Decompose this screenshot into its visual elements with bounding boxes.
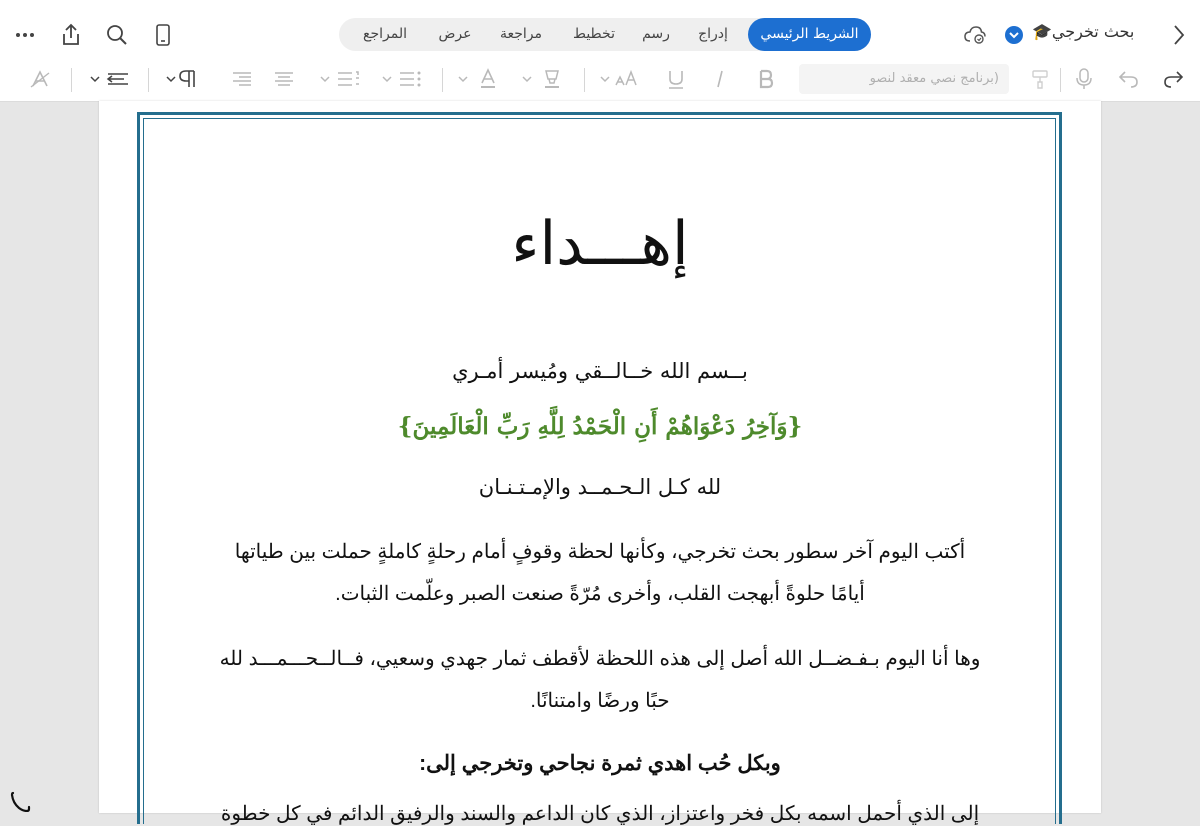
top-toolbar <box>0 0 1200 101</box>
share-icon[interactable] <box>58 22 84 48</box>
align-right-icon[interactable] <box>228 62 256 96</box>
align-center-icon[interactable] <box>270 62 298 96</box>
phone-icon[interactable] <box>9 790 31 816</box>
toolbar-divider <box>71 68 72 92</box>
tab-view[interactable]: عرض <box>438 26 472 42</box>
text-direction-icon[interactable] <box>88 62 132 96</box>
mobile-view-icon[interactable] <box>150 22 176 48</box>
more-options-icon[interactable] <box>12 22 38 48</box>
italic-icon[interactable] <box>706 62 734 96</box>
dedication-heading: إهـــداء <box>511 209 689 279</box>
document-title[interactable]: بحث تخرجي🎓 <box>1032 22 1135 41</box>
tab-layout[interactable]: تخطيط <box>573 26 615 42</box>
basmala-line: بــسم الله خــالــقي ومُيسر أمـري <box>452 359 748 383</box>
paragraph-line: أكتب اليوم آخر سطور بحث تخرجي، وكأنها لحظة وقوفٍ أمام رحلةٍ كاملةٍ حملت بين طياتها <box>234 541 966 563</box>
formatting-toolbar <box>0 62 1200 96</box>
bold-icon[interactable] <box>752 62 780 96</box>
toolbar-divider <box>442 68 443 92</box>
font-name-field[interactable]: (برنامج نصي معقد لنصو <box>799 64 1009 94</box>
clear-format-icon[interactable] <box>26 62 54 96</box>
paragraph-marks-icon[interactable] <box>164 62 208 96</box>
search-icon[interactable] <box>104 22 130 48</box>
highlight-icon[interactable] <box>520 62 566 96</box>
toolbar-divider <box>1060 68 1061 92</box>
microphone-icon[interactable] <box>1070 62 1098 96</box>
back-chevron-icon[interactable] <box>1166 22 1192 48</box>
chevron-down-icon[interactable] <box>1003 24 1025 46</box>
document-page[interactable] <box>99 101 1101 825</box>
cloud-sync-icon[interactable] <box>962 22 988 48</box>
undo-icon[interactable] <box>1114 62 1142 96</box>
paragraph-line: أيامًا حلوةً أبهجت القلب، وأخرى مُرّةً صنعت الصبر وعلّمت الثبات. <box>335 583 865 605</box>
tab-insert[interactable]: إدراج <box>698 26 728 42</box>
quran-verse: {وَآخِرُ دَعْوَاهُمْ أَنِ الْحَمْدُ لِلَّهِ رَبِّ الْعَالَمِينَ} <box>397 413 803 440</box>
dedication-subheading: وبكل حُب اهدي ثمرة نجاحي وتخرجي إلى: <box>419 752 781 775</box>
paragraph-line: وها أنا اليوم بـفـضــل الله أصل إلى هذه اللحظة لأقطف ثمار جهدي وسعيي، فــالــحـــمـــد لله <box>219 648 981 670</box>
format-painter-icon[interactable] <box>1026 62 1054 96</box>
ribbon-header <box>0 14 1200 56</box>
tab-references[interactable]: المراجع <box>363 26 407 42</box>
ribbon-tabs <box>339 18 871 51</box>
praise-line: لله كـل الـحـمــد والإمـتـنـان <box>478 475 722 499</box>
underline-icon[interactable] <box>662 62 690 96</box>
toolbar-divider <box>584 68 585 92</box>
redo-icon[interactable] <box>1160 62 1188 96</box>
tab-home[interactable]: الشريط الرئيسي <box>748 18 871 51</box>
tab-review[interactable]: مراجعة <box>499 26 543 42</box>
paragraph-line: إلى الذي أحمل اسمه بكل فخر واعتزاز، الذي كان الداعم والسند والرفيق الدائم في كل خطوة <box>220 803 980 825</box>
tab-draw[interactable]: رسم <box>642 26 670 42</box>
font-color-icon[interactable] <box>456 62 502 96</box>
numbered-list-icon[interactable] <box>318 62 362 96</box>
toolbar-divider <box>148 68 149 92</box>
bullet-list-icon[interactable] <box>380 62 424 96</box>
paragraph-line: حبًا ورضًا وامتنانًا. <box>530 690 670 712</box>
font-size-icon[interactable] <box>598 62 644 96</box>
